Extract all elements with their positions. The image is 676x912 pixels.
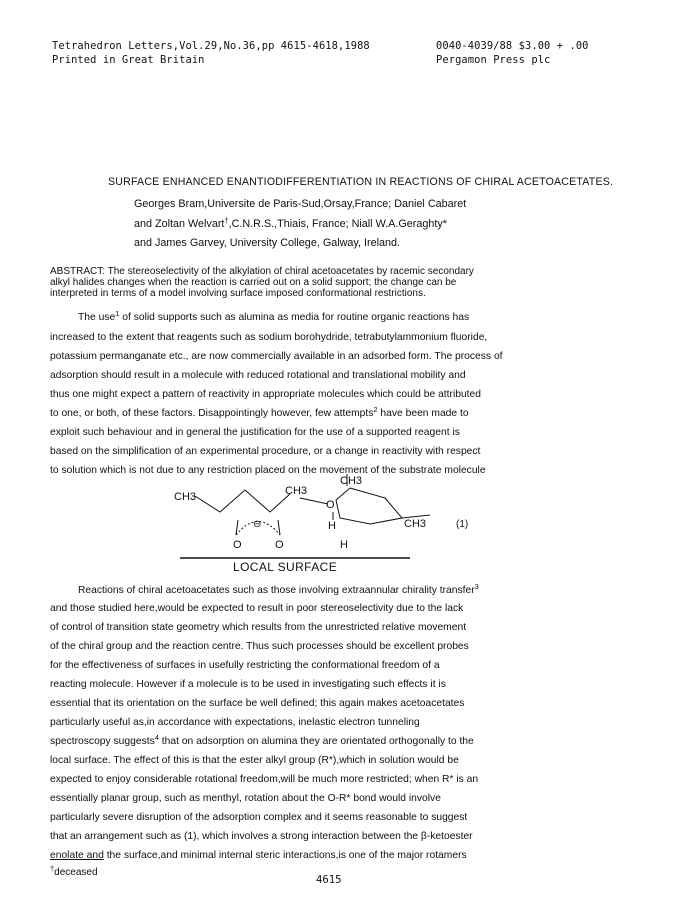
page-number: 4615 [316, 874, 342, 886]
para1-line: increased to the extent that reagents such as sodium borohydride, tetrabutylammonium fluoride, [50, 332, 488, 343]
para1-line: potassium permanganate etc., are now commercially available in an adsorbed form. The process of [50, 351, 503, 362]
para2-line: of the chiral group and the reaction centre. Thus such processes should be excellent probes [50, 641, 469, 652]
para2-line: expected to enjoy considerable rotational freedom,will be much more restricted; when R* is an [50, 774, 479, 785]
para2-line: local surface. The effect of this is that the ester alkyl group (R*),which in solution would be [50, 755, 459, 766]
para2-line: essentially planar group, such as menthyl, rotation about the O-R* bond would involve [50, 793, 441, 804]
ch3-top-label: CH3 [340, 475, 363, 487]
backbone-bond [195, 490, 290, 512]
oxygen-2-label: O [275, 539, 284, 551]
oxygen-bond [336, 488, 350, 500]
para2-line: that an arrangement such as (1), which involves a strong interaction between the β-ketoester [50, 831, 473, 842]
para1-line: The use$^1$ of solid supports such as alumina as media for routine organic reactions has [78, 309, 470, 323]
para2-line: Reactions of chiral acetoacetates such as those involving extraannular chirality transfer$^3$ [78, 582, 479, 596]
footnote: †deceased [50, 864, 98, 878]
ch3-right-label: CH3 [404, 518, 427, 530]
oxygen-1-label: O [233, 539, 242, 551]
para2-line: particularly useful as,in accordance with expectations, inelastic electron tunneling [50, 717, 420, 728]
para1-line: based on the simplification of an experimental procedure, or a change in reactivity with respect [50, 446, 481, 457]
abstract-line-2: alkyl halides changes when the reaction is carried out on a solid support; the change can be [50, 277, 457, 288]
para2-line: reacting molecule. However if a molecule is to be used in investigating such effects it is [50, 679, 446, 690]
acetoacetate-structure-figure [150, 472, 530, 562]
ch3-left-label: CH3 [174, 491, 197, 503]
paper-title: SURFACE ENHANCED ENANTIODIFFERENTIATION IN REACTIONS OF CHIRAL ACETOACETATES. [108, 176, 614, 188]
ring-bonds [336, 488, 402, 524]
abstract-line-3: interpreted in terms of a model involving surface imposed conformational restrictions. [50, 288, 426, 299]
para1-line: to one, or both, of these factors. Disappointingly however, few attempts$^2$ have been made to [50, 405, 469, 419]
abstract-line-1: ABSTRACT: The stereoselectivity of the alkylation of chiral acetoacetates by racemic secondary [50, 266, 474, 277]
ester-bond [300, 498, 328, 504]
journal-citation: Tetrahedron Letters,Vol.29,No.36,pp 4615-4618,1988 [52, 40, 370, 52]
price-code: 0040-4039/88 $3.00 + .00 [436, 40, 589, 52]
para2-line: spectroscopy suggests$^4$ that on adsorption on alumina they are orientated orthogonally to the [50, 733, 474, 747]
para2-line: essential that its orientation on the surface be well defined; this again makes acetoacetates [50, 698, 465, 709]
para2-line: particularly severe disruption of the adsorption complex and it seems reasonable to suggest [50, 812, 468, 823]
co-bond-right [278, 520, 280, 535]
ring-oxygen-label: O [326, 499, 335, 511]
publisher: Pergamon Press plc [436, 54, 551, 66]
authors-line-1: Georges Bram,Universite de Paris-Sud,Orsay,France; Daniel Cabaret [134, 198, 467, 210]
co-bond-left [236, 520, 238, 535]
para2-line: and those studied here,would be expected to result in poor stereoselectivity due to the lack [50, 603, 464, 614]
figure-caption: LOCAL SURFACE [233, 560, 338, 574]
para1-line: to solution which is not due to any restriction placed on the movement of the substrate molecule [50, 465, 486, 476]
structure-number: (1) [456, 519, 469, 530]
h-bottom-label: H [340, 539, 348, 551]
printed-location: Printed in Great Britain [52, 54, 205, 66]
authors-line-2: and Zoltan Welvart†,C.N.R.S.,Thiais, France; Niall W.A.Geraghty* [134, 216, 447, 230]
ch3-mid-label: CH3 [285, 485, 308, 497]
para1-line: thus one might expect a pattern of reactivity in appropriate molecules which could be attributed [50, 389, 481, 400]
h-label: H [328, 520, 336, 532]
para1-line: exploit such behaviour and in general the justification for the use of a supported reagent is [50, 427, 460, 438]
para1-line: adsorption should result in a molecule with reduced rotational and translational mobility and [50, 370, 466, 381]
negative-charge-label: ⊖ [253, 519, 262, 530]
para2-line: enolate and the surface,and minimal internal steric interactions,is one of the major rotamers [50, 850, 467, 861]
para2-line: of control of transition state geometry which results from the unrestricted relative movement [50, 622, 467, 633]
authors-line-3: and James Garvey, University College, Galway, Ireland. [134, 237, 401, 249]
para2-line: for the effectiveness of surfaces in usefully restricting the conformational freedom of a [50, 660, 440, 671]
